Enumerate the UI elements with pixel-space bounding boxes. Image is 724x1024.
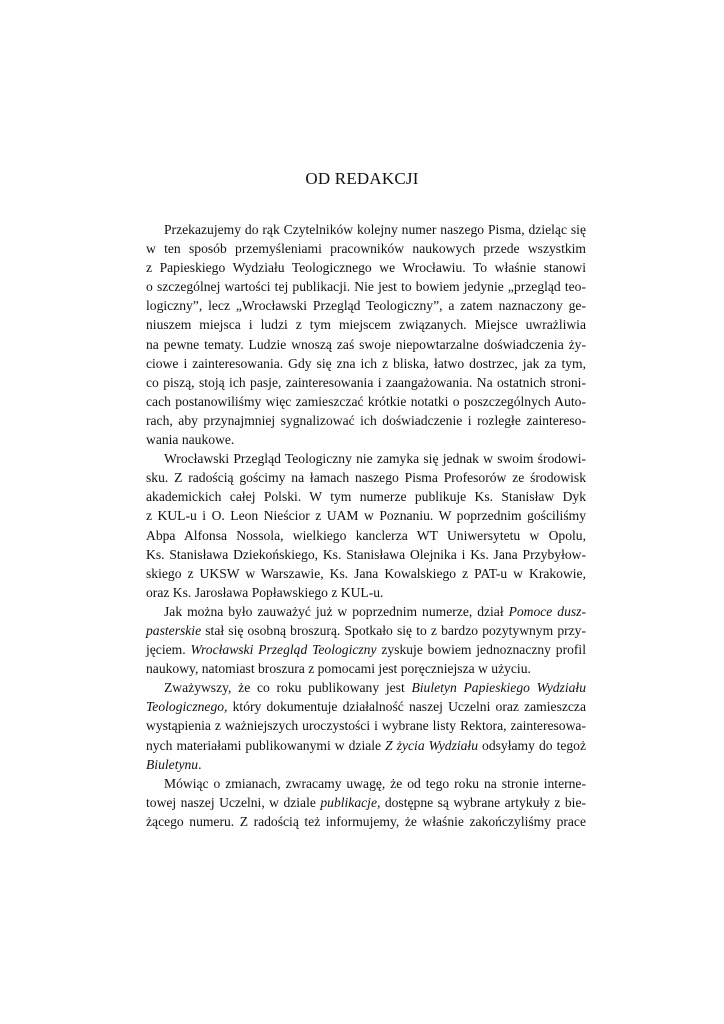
italic-text: Teologicznego,: [146, 699, 228, 715]
text-run: cach postanowiliśmy więc zamieszczać krótkie notatki o poszczególnych Auto-: [146, 393, 586, 409]
text-run: o szczególnej wartości tej publikacji. Nie jest to bowiem jedynie „przegląd teo-: [146, 279, 586, 295]
text-line: [146, 659, 586, 678]
text-line: [146, 564, 586, 583]
text-line: [146, 812, 586, 831]
text-run: Jak można było zauważyć już w poprzednim numerze, dział: [164, 603, 509, 619]
text-run: żącego numeru. Z radością też informujemy, że właśnie zakończyliśmy prace: [146, 813, 586, 829]
text-run: .: [198, 756, 202, 772]
text-run: towej naszej Uczelni, w dziale: [146, 794, 321, 810]
text-run: jęciem.: [146, 642, 191, 658]
italic-text: Z życia Wydziału: [385, 737, 479, 753]
text-run: wania naukowe.: [146, 432, 235, 448]
text-run: sku. Z radością gościmy na łamach naszego Pisma Profesorów ze środowisk: [146, 470, 586, 486]
text-line: [146, 602, 586, 621]
text-line: [146, 583, 586, 602]
text-run: Ks. Stanisława Dziekońskiego, Ks. Stanisława Olejnika i Ks. Jana Przybyłow-: [146, 546, 586, 562]
text-run: wystąpienia z ważniejszych uroczystości i wybrane listy Rektora, zainteresowa-: [146, 718, 586, 734]
text-line: [146, 220, 586, 239]
text-run: dostępne są wybrane artykuły z bie-: [380, 794, 587, 810]
text-line: [146, 315, 586, 334]
text-line: [146, 430, 586, 449]
text-line: [146, 736, 586, 755]
text-run: w ten sposób przemyśleniami pracowników naukowych przede wszystkim: [146, 241, 586, 257]
editorial-text: [146, 220, 586, 831]
text-run: Mówiąc o zmianach, zwracamy uwagę, że od tego roku na stronie interne-: [164, 775, 586, 791]
italic-text: Wrocławski Przegląd Teologiczny: [190, 642, 377, 658]
text-run: naukowy, natomiast broszura z pomocami jest poręczniejsza w użyciu.: [146, 661, 531, 677]
text-run: nych materiałami publikowanymi w dziale: [146, 737, 386, 753]
text-run: Wrocławski Przegląd Teologiczny nie zamyka się jednak w swoim środowi-: [164, 451, 586, 467]
text-run: który dokumentuje działalność naszej Uczelni oraz zamieszcza: [227, 699, 586, 715]
paragraph: [146, 774, 586, 831]
page-title: OD REDAKCJI: [305, 169, 419, 188]
text-run: niuszem miejsca i ludzi z tym miejscem związanych. Miejsce uwrażliwia: [146, 317, 586, 333]
text-line: [146, 411, 586, 430]
text-line: [146, 354, 586, 373]
text-run: Przekazujemy do rąk Czytelników kolejny numer naszego Pisma, dzieląc się: [164, 222, 586, 237]
text-line: [146, 392, 586, 411]
paragraph: [146, 678, 586, 773]
paragraph: [146, 220, 586, 449]
text-line: [146, 506, 586, 525]
text-line: [146, 793, 586, 812]
italic-text: Pomoce dusz-: [508, 603, 586, 619]
text-run: logiczny”, lecz „Wrocławski Przegląd Teologiczny”, a zatem naznaczony ge-: [146, 298, 586, 314]
text-line: [146, 277, 586, 296]
text-run: na pewne tematy. Ludzie wnoszą zaś swoje niepowtarzalne doświadczenia ży-: [146, 336, 586, 352]
text-line: [146, 239, 586, 258]
text-line: [146, 678, 586, 697]
text-line: [146, 774, 586, 793]
text-line: [146, 373, 586, 392]
text-run: ciowe i zainteresowania. Gdy się zna ich z bliska, łatwo dostrzec, jak za tym,: [146, 355, 586, 371]
text-run: stał się osobną broszurą. Spotkało się to z bardzo pozytywnym przy-: [201, 622, 586, 638]
text-line: [146, 545, 586, 564]
text-line: [146, 526, 586, 545]
text-run: co piszą, stoją ich pasje, zainteresowania i zaangażowania. Na ostatnich stroni-: [146, 374, 586, 390]
italic-text: Biuletynu: [146, 756, 199, 772]
text-run: odsyłamy do tegoż: [478, 737, 587, 753]
text-line: [146, 335, 586, 354]
text-run: z KUL-u i O. Leon Nieścior z UAM w Poznaniu. W poprzednim gościliśmy: [146, 508, 586, 524]
text-line: [146, 697, 586, 716]
text-line: [146, 755, 586, 774]
text-run: rach, aby przynajmniej sygnalizować ich doświadczenie i rozległe zaintereso-: [146, 412, 586, 428]
text-run: Abpa Alfonsa Nossola, wielkiego kanclerza WT Uniwersytetu w Opolu,: [146, 527, 586, 543]
text-line: [146, 716, 586, 735]
text-line: [146, 296, 586, 315]
text-run: zyskuje bowiem jednoznaczny profil: [376, 642, 586, 658]
text-line: [146, 487, 586, 506]
italic-text: Biuletyn Papieskiego Wydziału: [411, 680, 586, 696]
text-run: akademickich całej Polski. W tym numerze publikuje Ks. Stanisław Dyk: [146, 489, 586, 505]
text-line: [146, 468, 586, 487]
text-run: skiego z UKSW w Warszawie, Ks. Jana Kowalskiego z PAT-u w Krakowie,: [146, 565, 586, 581]
text-line: [146, 640, 586, 659]
text-run: z Papieskiego Wydziału Teologicznego we Wrocławiu. To właśnie stanowi: [146, 260, 586, 276]
text-line: [146, 258, 586, 277]
text-line: [146, 449, 586, 468]
paragraph: [146, 449, 586, 602]
italic-text: pasterskie: [146, 622, 202, 638]
italic-text: publikacje,: [320, 794, 381, 810]
text-run: Zważywszy, że co roku publikowany jest: [164, 680, 412, 696]
text-run: oraz Ks. Jarosława Popławskiego z KUL-u.: [146, 584, 384, 600]
paragraph: [146, 602, 586, 678]
text-line: [146, 621, 586, 640]
